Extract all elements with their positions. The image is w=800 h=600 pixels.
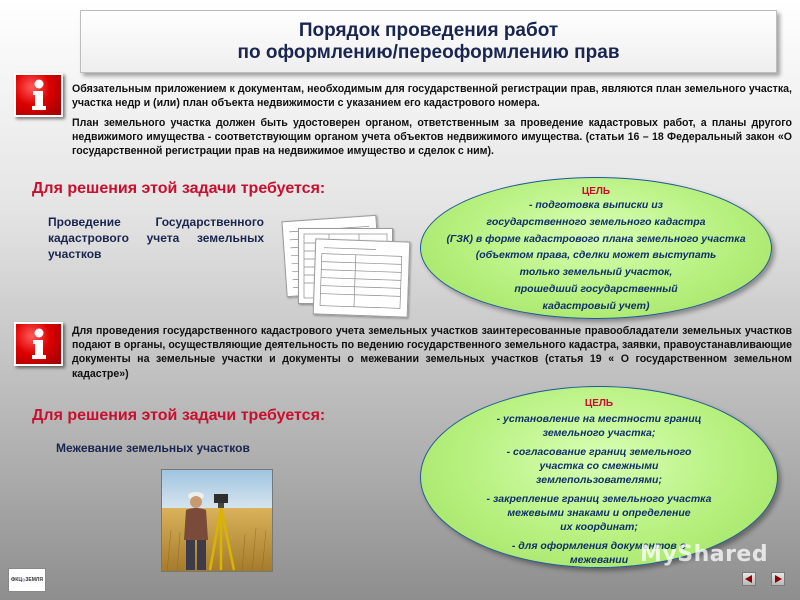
goal-label: ЦЕЛЬ — [584, 398, 614, 409]
goal-line: прошедший государственный — [514, 282, 678, 295]
goal-label: ЦЕЛЬ — [581, 186, 611, 197]
goal-text-1 — [421, 197, 771, 315]
slide-title-box — [80, 10, 777, 73]
task-land-surveying: Межевание земельных участков — [56, 441, 250, 455]
goal-line: - закрепление границ земельного участка — [486, 493, 712, 505]
info-icon — [14, 73, 63, 117]
info-paragraph-3: Для проведения государственного кадастрового учета земельных участков заинтересованные правообладатели земельных участков подают в органы, осуществляющие деятельность по ведению государственного земельного кадастра, заявки, правоустанавливающие документы на земельные участки и документы о межевании земельных участков (статья 19 « О государственном земельном кадастре») — [72, 325, 792, 380]
slide-title-line-2: по оформлению/переоформлению прав — [237, 41, 620, 63]
goal-ellipse-1 — [420, 177, 772, 319]
goal-line: (объектом права, сделки может выступать — [475, 249, 717, 262]
info-paragraph-1: Обязательным приложением к документам, необходимым для государственной регистрации прав, являются план земельного участка, участка недр и (или) план объекта недвижимости с указанием его кадастрового номера. — [72, 83, 792, 110]
goal-line: (ГЗК) в форме кадастрового плана земельного участка — [446, 232, 746, 245]
triangle-right-icon — [774, 575, 782, 583]
goal-line: межевыми знаками и определение — [507, 507, 691, 519]
goal-line: кадастровый учет) — [542, 299, 650, 312]
requirement-heading-1: Для решения этой задачи требуется: — [32, 180, 326, 197]
info-paragraph-2: План земельного участка должен быть удостоверен органом, ответственным за проведение кадастровых работ, а планы другого недвижимого имущества - соответствующим органом учета объектов недвижимого имущества. (статьи 16 – 18 Федеральный закон «О государственной регистрации прав на недвижимое имущество и сделок с ним). — [72, 117, 792, 158]
documents-illustration — [280, 212, 412, 320]
goal-line: землепользователями; — [536, 474, 662, 486]
goal-line: государственного земельного кадастра — [486, 215, 706, 228]
goal-line: - согласование границ земельного — [506, 446, 692, 458]
previous-slide-button[interactable] — [742, 572, 756, 586]
task-cadastral-registration: Проведение Государственного кадастрового учета земельных участков — [48, 215, 264, 261]
triangle-left-icon — [745, 575, 753, 583]
surveyor-photo — [161, 469, 273, 572]
watermark-text: MyShared — [640, 542, 769, 567]
info-icon — [14, 322, 63, 366]
goal-line: земельного участка; — [542, 427, 656, 439]
goal-line: - установление на местности границ — [496, 413, 702, 425]
organization-logo — [8, 568, 46, 592]
goal-line: участка со смежными — [539, 460, 659, 472]
logo-text-right: ЗЕМЛЯ — [25, 577, 43, 583]
requirement-heading-2: Для решения этой задачи требуется: — [32, 407, 326, 424]
document-sheet — [313, 238, 411, 317]
goal-line: межевании — [569, 554, 629, 566]
next-slide-button[interactable] — [771, 572, 785, 586]
goal-line: их координат; — [560, 521, 638, 533]
goal-line: только земельный участок, — [519, 266, 673, 279]
goal-line: - подготовка выписки из — [528, 199, 664, 211]
slide-title-line-1: Порядок проведения работ — [298, 19, 559, 41]
logo-text-left: ФКЦ — [11, 577, 22, 583]
goal-line: - для оформления документов о — [511, 540, 687, 552]
goal-ellipse-2 — [420, 386, 778, 568]
